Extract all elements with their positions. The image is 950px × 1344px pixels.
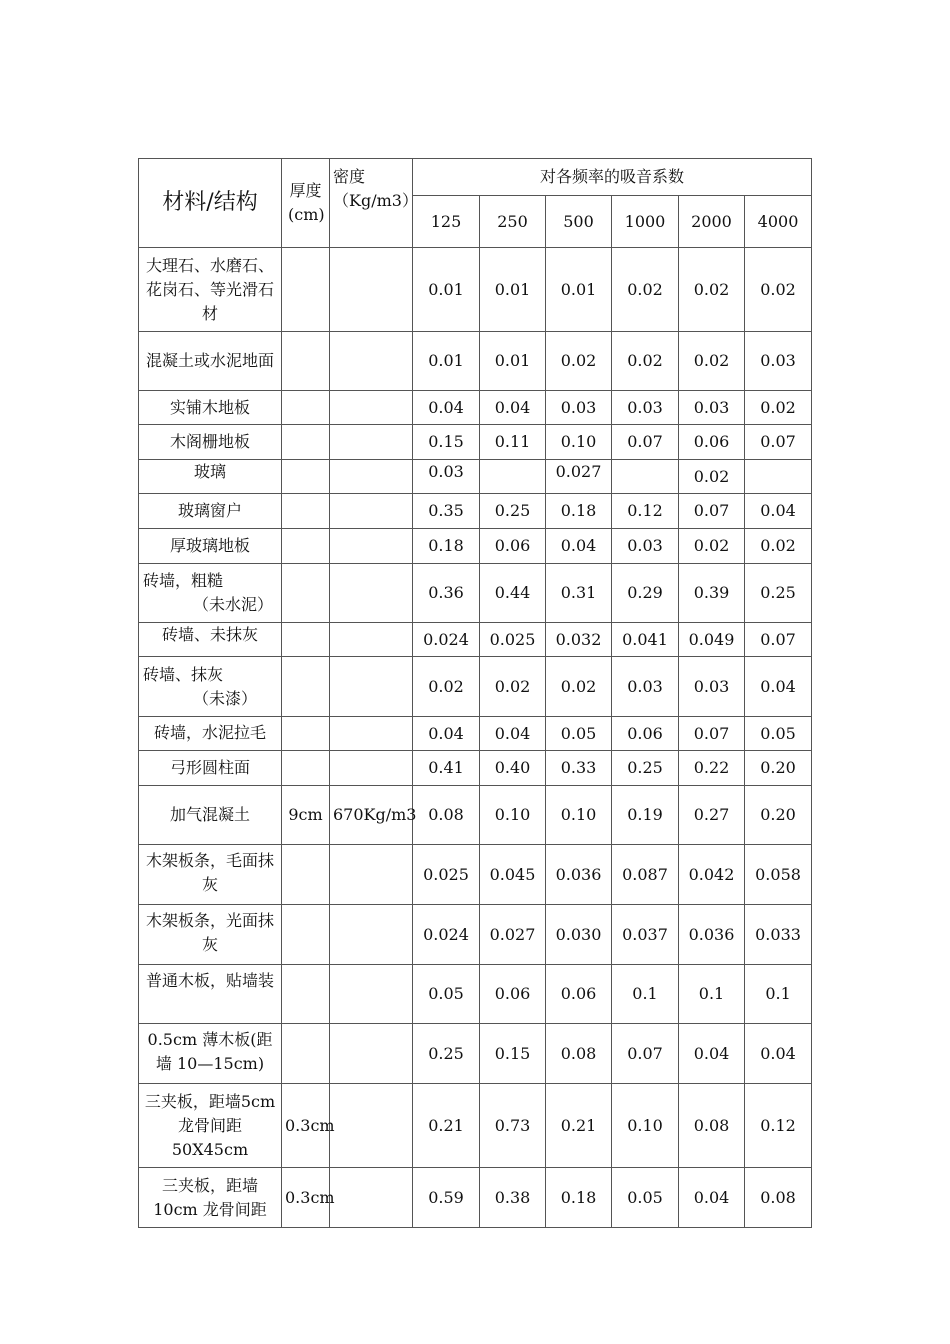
- coef-cell: 0.15: [413, 425, 480, 460]
- coef-cell: 0.12: [745, 1084, 812, 1168]
- coef-cell: 0.02: [546, 332, 612, 391]
- material-name: 砖墙、未抹灰: [139, 623, 282, 657]
- material-name: 砖墙、抹灰 （未漆）: [139, 657, 282, 717]
- coef-cell: 0.31: [546, 564, 612, 623]
- coef-cell: 0.04: [413, 391, 480, 425]
- coef-cell: 0.04: [679, 1024, 745, 1084]
- coef-cell: 0.07: [679, 717, 745, 751]
- coef-cell: 0.18: [546, 494, 612, 529]
- coef-cell: 0.21: [546, 1084, 612, 1168]
- material-name: 混凝土或水泥地面: [139, 332, 282, 391]
- thickness-cell: [282, 564, 330, 623]
- thickness-cell: 0.3cm: [282, 1084, 330, 1168]
- table-row: [139, 965, 812, 1024]
- coef-cell: 0.08: [745, 1168, 812, 1228]
- coef-cell: 0.1: [612, 965, 679, 1024]
- freq-4000: 4000: [745, 196, 812, 248]
- density-cell: [330, 1024, 413, 1084]
- density-cell: [330, 494, 413, 529]
- thickness-cell: [282, 717, 330, 751]
- density-cell: [330, 1168, 413, 1228]
- header-thickness: 厚度(cm): [282, 159, 330, 248]
- table-row: [139, 845, 812, 905]
- coef-cell: 0.02: [612, 332, 679, 391]
- thickness-cell: [282, 425, 330, 460]
- thickness-cell: [282, 905, 330, 965]
- thickness-cell: [282, 1024, 330, 1084]
- coef-cell: 0.10: [612, 1084, 679, 1168]
- coef-cell: 0.036: [679, 905, 745, 965]
- coef-cell: 0.04: [745, 1024, 812, 1084]
- coef-cell: 0.024: [413, 623, 480, 657]
- absorption-table: [138, 158, 812, 1228]
- coef-cell: 0.07: [679, 494, 745, 529]
- coef-cell: 0.030: [546, 905, 612, 965]
- coef-cell: 0.44: [480, 564, 546, 623]
- thickness-cell: 9cm: [282, 786, 330, 845]
- coef-cell: 0.042: [679, 845, 745, 905]
- coef-cell: 0.25: [745, 564, 812, 623]
- coef-cell: 0.1: [679, 965, 745, 1024]
- material-name: 木阁栅地板: [139, 425, 282, 460]
- header-density: 密度（Kg/m3）: [330, 159, 413, 248]
- material-name: 木架板条，光面抹灰: [139, 905, 282, 965]
- material-name: 三夹板，距墙10cm 龙骨间距: [139, 1168, 282, 1228]
- coef-cell: 0.04: [745, 494, 812, 529]
- freq-2000: 2000: [679, 196, 745, 248]
- density-cell: [330, 657, 413, 717]
- coef-cell: 0.037: [612, 905, 679, 965]
- material-name: 三夹板，距墙5cm 龙骨间距50X45cm: [139, 1084, 282, 1168]
- coef-cell: [480, 460, 546, 494]
- table-row: [139, 623, 812, 657]
- density-cell: [330, 965, 413, 1024]
- coef-cell: 0.73: [480, 1084, 546, 1168]
- coef-cell: 0.12: [612, 494, 679, 529]
- coef-cell: 0.15: [480, 1024, 546, 1084]
- density-cell: [330, 332, 413, 391]
- coef-cell: 0.06: [546, 965, 612, 1024]
- coef-cell: 0.03: [679, 657, 745, 717]
- coef-cell: 0.02: [612, 248, 679, 332]
- table-row: [139, 391, 812, 425]
- table-row: [139, 1168, 812, 1228]
- coef-cell: 0.02: [745, 391, 812, 425]
- coef-cell: 0.033: [745, 905, 812, 965]
- table-row: [139, 1084, 812, 1168]
- table-row: [139, 1024, 812, 1084]
- coef-cell: 0.06: [679, 425, 745, 460]
- coef-cell: [612, 460, 679, 494]
- coef-cell: 0.08: [546, 1024, 612, 1084]
- coef-cell: 0.058: [745, 845, 812, 905]
- coef-cell: 0.049: [679, 623, 745, 657]
- header-row: [139, 159, 812, 196]
- coef-cell: 0.08: [679, 1084, 745, 1168]
- coef-cell: 0.38: [480, 1168, 546, 1228]
- header-coef-group: 对各频率的吸音系数: [413, 159, 812, 196]
- coef-cell: 0.06: [480, 529, 546, 564]
- coef-cell: 0.18: [413, 529, 480, 564]
- material-name: 砖墙，粗糙 （未水泥）: [139, 564, 282, 623]
- coef-cell: 0.07: [745, 623, 812, 657]
- table-row: [139, 460, 812, 494]
- material-name: 实铺木地板: [139, 391, 282, 425]
- coef-cell: 0.036: [546, 845, 612, 905]
- material-name: 大理石、水磨石、花岗石、等光滑石材: [139, 248, 282, 332]
- coef-cell: 0.11: [480, 425, 546, 460]
- thickness-cell: [282, 623, 330, 657]
- thickness-cell: [282, 460, 330, 494]
- table-row: [139, 786, 812, 845]
- coef-cell: 0.20: [745, 786, 812, 845]
- freq-125: 125: [413, 196, 480, 248]
- coef-cell: 0.1: [745, 965, 812, 1024]
- table-row: [139, 425, 812, 460]
- coef-cell: 0.025: [413, 845, 480, 905]
- coef-cell: 0.21: [413, 1084, 480, 1168]
- coef-cell: 0.35: [413, 494, 480, 529]
- coef-cell: 0.02: [679, 460, 745, 494]
- coef-cell: 0.07: [612, 425, 679, 460]
- thickness-cell: [282, 529, 330, 564]
- material-name: 弓形圆柱面: [139, 751, 282, 786]
- material-name: 厚玻璃地板: [139, 529, 282, 564]
- coef-cell: 0.07: [612, 1024, 679, 1084]
- coef-cell: 0.36: [413, 564, 480, 623]
- coef-cell: 0.39: [679, 564, 745, 623]
- table-row: [139, 564, 812, 623]
- coef-cell: 0.02: [745, 529, 812, 564]
- thickness-cell: [282, 494, 330, 529]
- material-name: 加气混凝土: [139, 786, 282, 845]
- coef-cell: 0.25: [413, 1024, 480, 1084]
- coef-cell: 0.08: [413, 786, 480, 845]
- coef-cell: 0.41: [413, 751, 480, 786]
- coef-cell: 0.25: [612, 751, 679, 786]
- coef-cell: 0.03: [612, 529, 679, 564]
- coef-cell: 0.01: [546, 248, 612, 332]
- coef-cell: 0.02: [546, 657, 612, 717]
- coef-cell: 0.01: [413, 248, 480, 332]
- thickness-cell: [282, 391, 330, 425]
- table-row: [139, 248, 812, 332]
- coef-cell: 0.03: [612, 391, 679, 425]
- header-material: 材料/结构: [139, 159, 282, 248]
- coef-cell: 0.40: [480, 751, 546, 786]
- coef-cell: 0.045: [480, 845, 546, 905]
- coef-cell: 0.59: [413, 1168, 480, 1228]
- coef-cell: 0.03: [612, 657, 679, 717]
- table-row: [139, 717, 812, 751]
- coef-cell: 0.20: [745, 751, 812, 786]
- coef-cell: [745, 460, 812, 494]
- density-cell: [330, 905, 413, 965]
- coef-cell: 0.06: [480, 965, 546, 1024]
- freq-500: 500: [546, 196, 612, 248]
- coef-cell: 0.041: [612, 623, 679, 657]
- thickness-cell: [282, 751, 330, 786]
- coef-cell: 0.04: [745, 657, 812, 717]
- coef-cell: 0.05: [612, 1168, 679, 1228]
- coef-cell: 0.03: [745, 332, 812, 391]
- coef-cell: 0.18: [546, 1168, 612, 1228]
- coef-cell: 0.025: [480, 623, 546, 657]
- thickness-cell: 0.3cm: [282, 1168, 330, 1228]
- material-name: 砖墙，水泥拉毛: [139, 717, 282, 751]
- table-row: [139, 751, 812, 786]
- coef-cell: 0.04: [546, 529, 612, 564]
- coef-cell: 0.10: [546, 425, 612, 460]
- material-name: 普通木板，贴墙装: [139, 965, 282, 1024]
- table-row: [139, 332, 812, 391]
- table-row: [139, 529, 812, 564]
- coef-cell: 0.06: [612, 717, 679, 751]
- coef-cell: 0.087: [612, 845, 679, 905]
- coef-cell: 0.02: [413, 657, 480, 717]
- coef-cell: 0.33: [546, 751, 612, 786]
- coef-cell: 0.02: [679, 332, 745, 391]
- density-cell: [330, 564, 413, 623]
- coef-cell: 0.03: [679, 391, 745, 425]
- coef-cell: 0.05: [745, 717, 812, 751]
- material-name: 0.5cm 薄木板(距墙 10—15cm): [139, 1024, 282, 1084]
- coef-cell: 0.07: [745, 425, 812, 460]
- coef-cell: 0.027: [546, 460, 612, 494]
- density-cell: [330, 623, 413, 657]
- thickness-cell: [282, 248, 330, 332]
- density-cell: [330, 391, 413, 425]
- coef-cell: 0.04: [480, 391, 546, 425]
- thickness-cell: [282, 332, 330, 391]
- coef-cell: 0.032: [546, 623, 612, 657]
- coef-cell: 0.03: [413, 460, 480, 494]
- thickness-cell: [282, 845, 330, 905]
- freq-250: 250: [480, 196, 546, 248]
- freq-1000: 1000: [612, 196, 679, 248]
- table-row: [139, 905, 812, 965]
- table-row: [139, 494, 812, 529]
- coef-cell: 0.04: [413, 717, 480, 751]
- coef-cell: 0.01: [480, 332, 546, 391]
- coef-cell: 0.02: [480, 657, 546, 717]
- coef-cell: 0.01: [480, 248, 546, 332]
- density-cell: [330, 460, 413, 494]
- coef-cell: 0.10: [546, 786, 612, 845]
- thickness-cell: [282, 965, 330, 1024]
- thickness-cell: [282, 657, 330, 717]
- coef-cell: 0.02: [745, 248, 812, 332]
- density-cell: [330, 529, 413, 564]
- density-cell: [330, 717, 413, 751]
- coef-cell: 0.027: [480, 905, 546, 965]
- coef-cell: 0.19: [612, 786, 679, 845]
- coef-cell: 0.05: [546, 717, 612, 751]
- coef-cell: 0.04: [679, 1168, 745, 1228]
- material-name: 玻璃: [139, 460, 282, 494]
- coef-cell: 0.01: [413, 332, 480, 391]
- coef-cell: 0.29: [612, 564, 679, 623]
- density-cell: [330, 845, 413, 905]
- density-cell: [330, 248, 413, 332]
- coef-cell: 0.10: [480, 786, 546, 845]
- coef-cell: 0.03: [546, 391, 612, 425]
- density-cell: [330, 1084, 413, 1168]
- coef-cell: 0.02: [679, 248, 745, 332]
- coef-cell: 0.024: [413, 905, 480, 965]
- coef-cell: 0.22: [679, 751, 745, 786]
- density-cell: [330, 425, 413, 460]
- density-cell: 670Kg/m3: [330, 786, 413, 845]
- material-name: 玻璃窗户: [139, 494, 282, 529]
- coef-cell: 0.02: [679, 529, 745, 564]
- coef-cell: 0.27: [679, 786, 745, 845]
- coef-cell: 0.05: [413, 965, 480, 1024]
- table-row: [139, 657, 812, 717]
- coef-cell: 0.25: [480, 494, 546, 529]
- density-cell: [330, 751, 413, 786]
- coef-cell: 0.04: [480, 717, 546, 751]
- material-name: 木架板条，毛面抹灰: [139, 845, 282, 905]
